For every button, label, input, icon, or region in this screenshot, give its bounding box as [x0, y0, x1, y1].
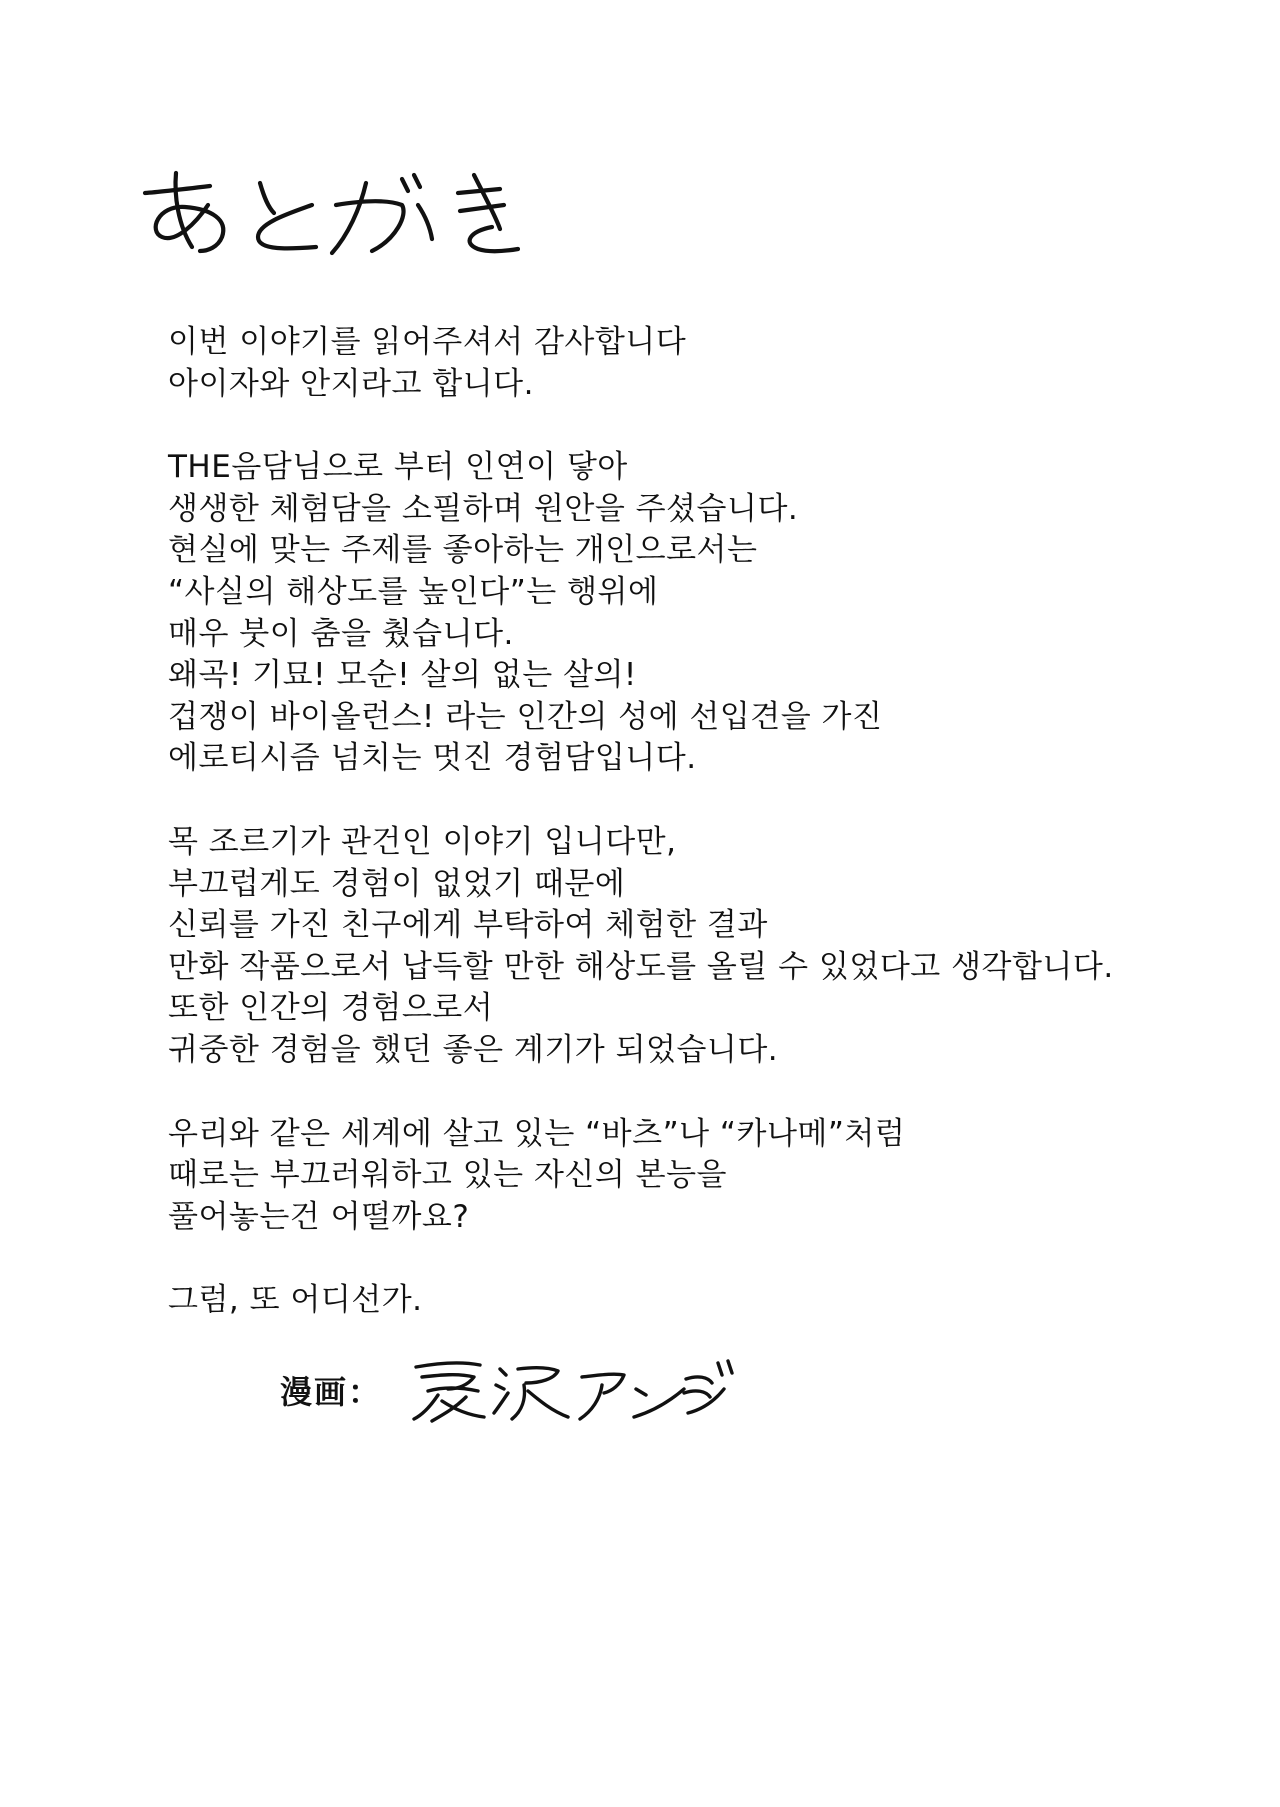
paragraph-3 — [168, 822, 1248, 1072]
text-line: 생생한 체험담을 소필하며 원안을 주셨습니다. — [168, 490, 799, 527]
credit-label: 漫画： — [280, 1373, 383, 1411]
text-line: 겁쟁이 바이올런스! 라는 인간의 성에 선입견을 가진 — [168, 698, 883, 735]
text-line: 신뢰를 가진 친구에게 부탁하여 체험한 결과 — [168, 907, 768, 944]
text-line: THE음담님으로 부터 인연이 닿아 — [168, 449, 628, 486]
text-line: 그럼, 또 어디선가. — [168, 1282, 423, 1319]
paragraph-1 — [168, 322, 1248, 405]
text-line: 귀중한 경험을 했던 좋은 계기가 되었습니다. — [168, 1031, 779, 1068]
paragraph-2 — [168, 447, 1248, 780]
text-line: 목 조르기가 관건인 이야기 입니다만, — [168, 823, 677, 860]
author-signature — [408, 1355, 738, 1425]
text-line: “사실의 해상도를 높인다”는 행위에 — [168, 573, 659, 610]
afterword-body — [168, 322, 1248, 1364]
manga-credit — [280, 1355, 738, 1425]
text-line: 왜곡! 기묘! 모순! 살의 없는 살의! — [168, 657, 637, 694]
paragraph-5 — [168, 1280, 1248, 1322]
text-line: 이번 이야기를 읽어주셔서 감사합니다 — [168, 324, 687, 360]
text-line: 아이자와 안지라고 합니다. — [168, 365, 534, 402]
text-line: 만화 작품으로서 납득할 만한 해상도를 올릴 수 있었다고 생각합니다. — [168, 948, 1114, 985]
text-line: 풀어놓는건 어떨까요? — [168, 1198, 470, 1235]
text-line: 때로는 부끄러워하고 있는 자신의 본능을 — [168, 1157, 727, 1194]
text-line: 현실에 맞는 주제를 좋아하는 개인으로서는 — [168, 532, 758, 569]
handwritten-title — [140, 165, 520, 260]
text-line: 부끄럽게도 경험이 없었기 때문에 — [168, 865, 626, 902]
text-line: 매우 붓이 춤을 췄습니다. — [168, 615, 514, 652]
text-line: 또한 인간의 경험으로서 — [168, 990, 494, 1027]
text-line: 우리와 같은 세계에 살고 있는 “바츠”나 “카나메”처럼 — [168, 1115, 906, 1152]
text-line: 에로티시즘 넘치는 멋진 경험담입니다. — [168, 740, 697, 777]
paragraph-4 — [168, 1114, 1248, 1239]
